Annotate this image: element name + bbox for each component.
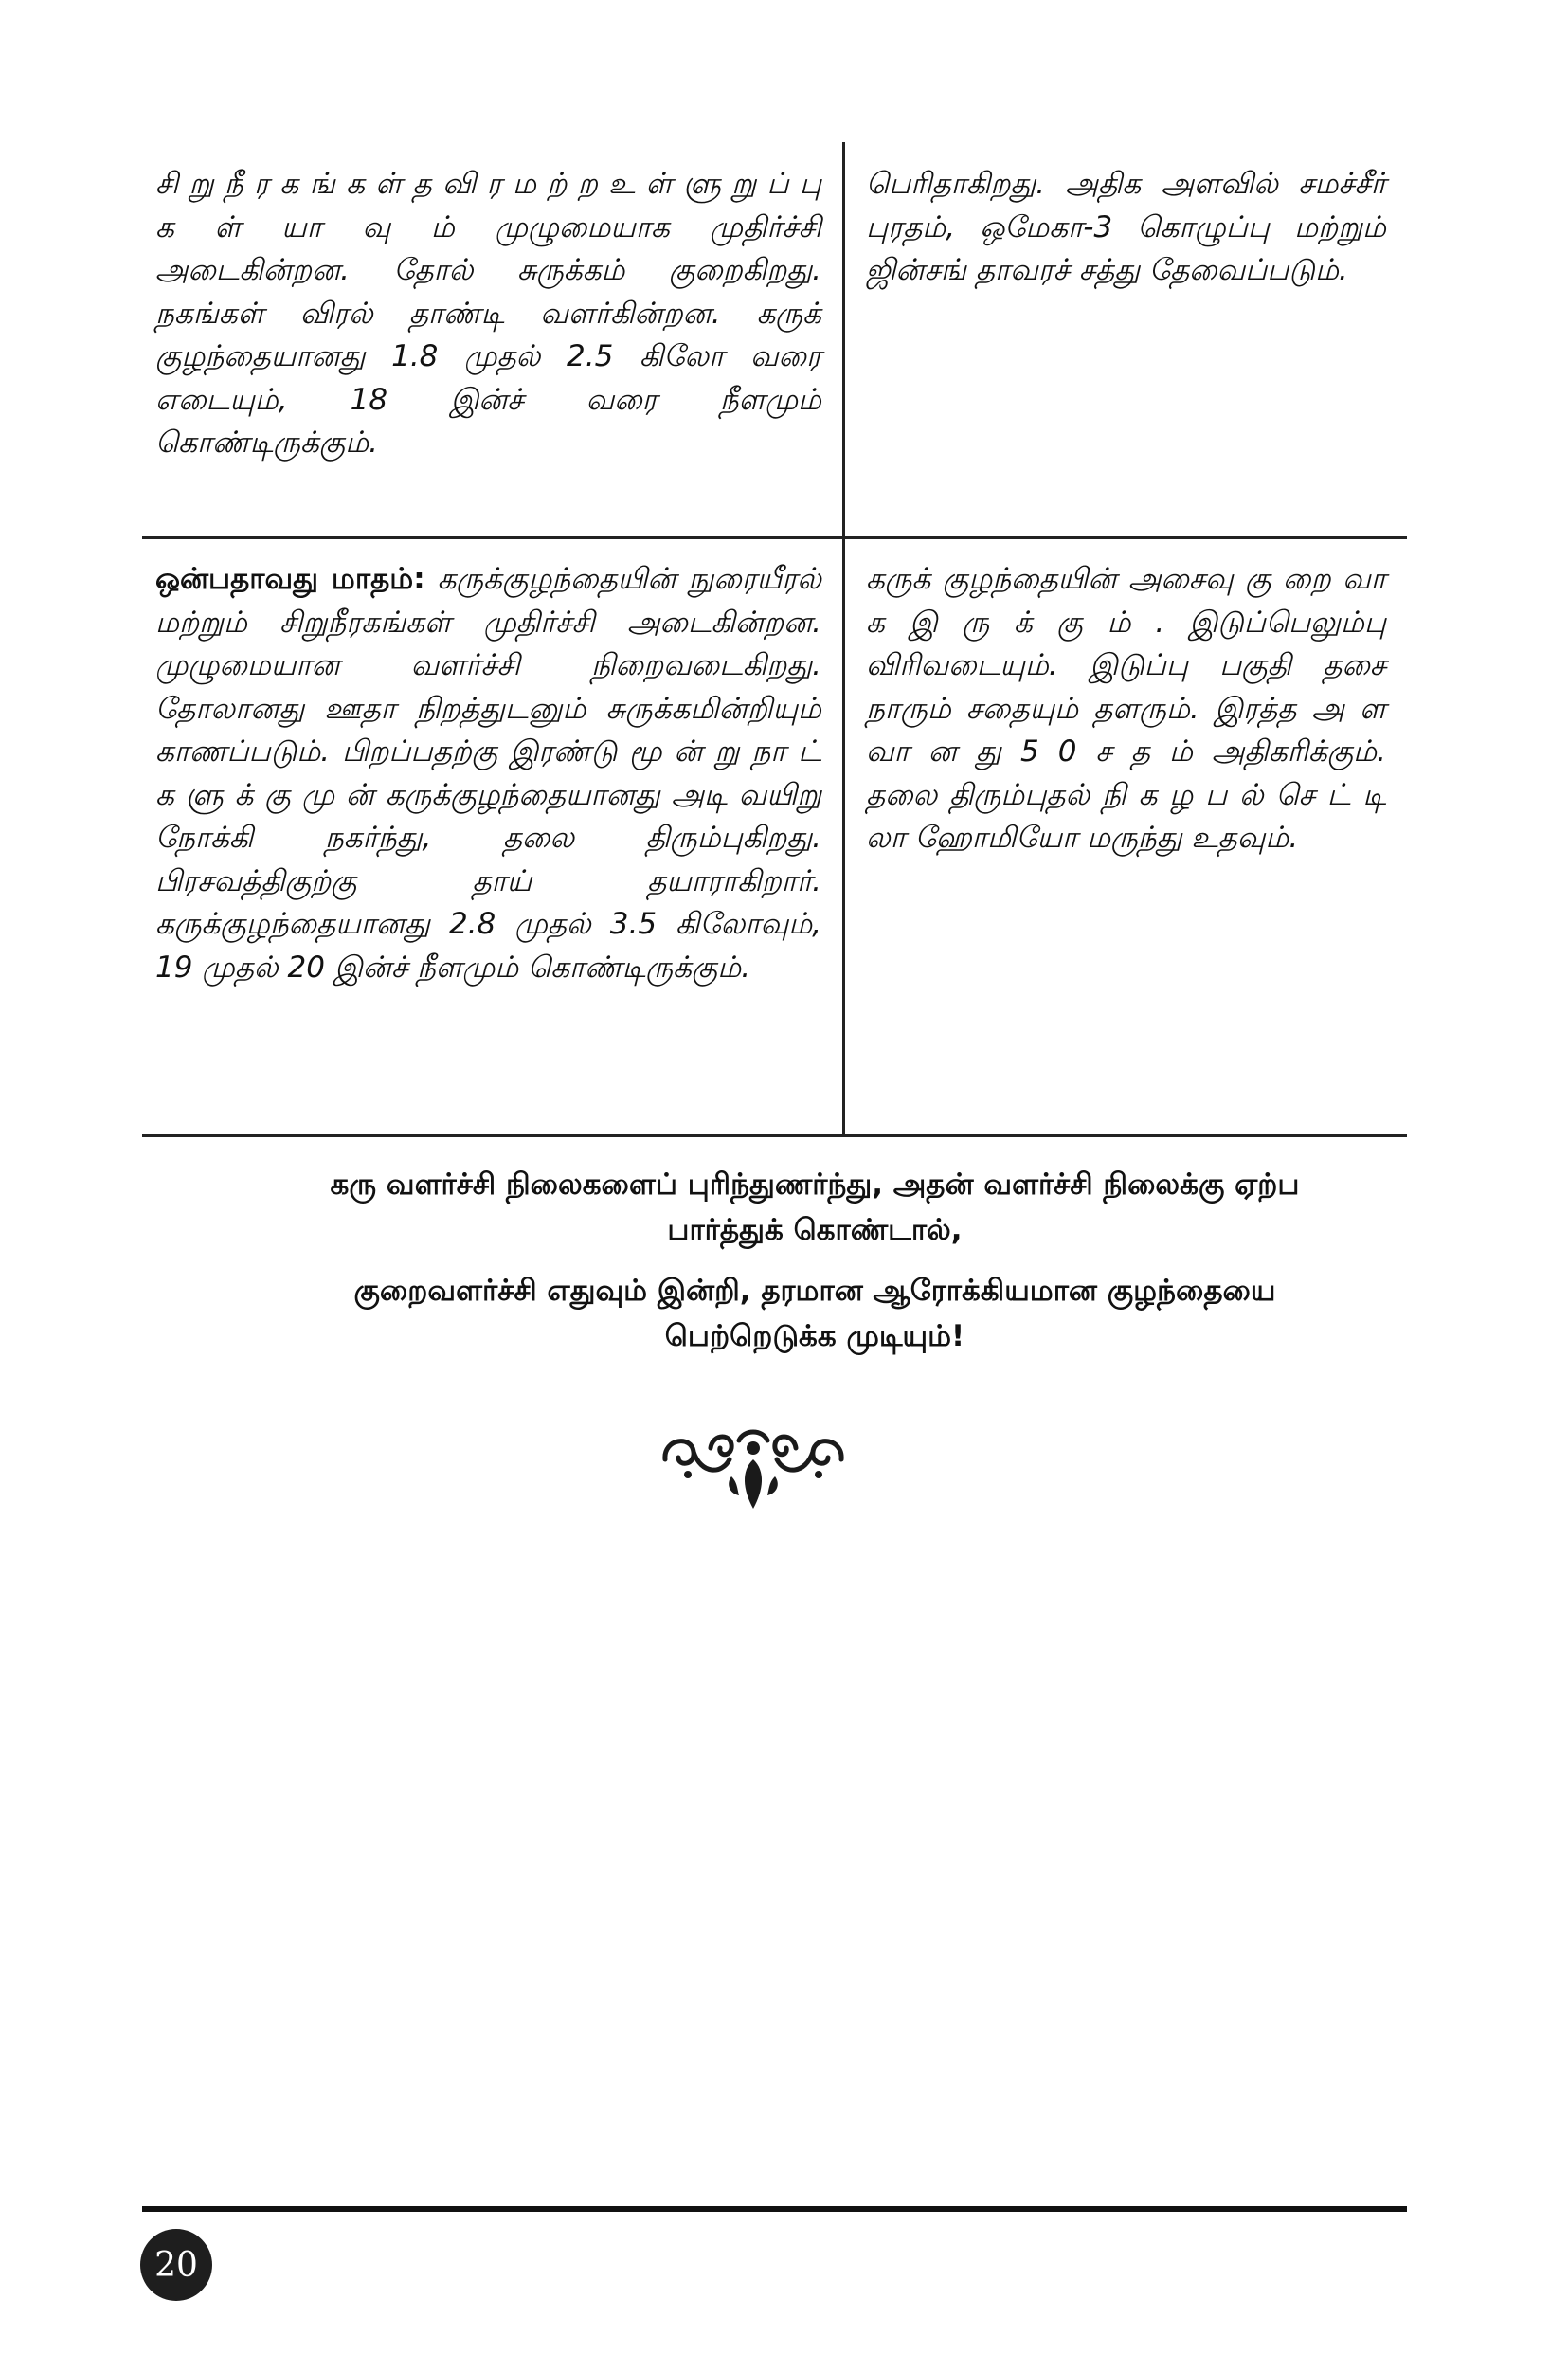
content-table	[142, 142, 1407, 1137]
cell-text: சி று நீ ர க ங் க ள் த வி ர ம ற் ற உ ள் ளு று ப் பு க ள் யா வு ம் முழுமையாக முதிர்ச்சி அடைகின்றன. தோல் சுருக்கம் குறைகிறது. நகங்கள் விரல் தாண்டி வளர்கின்றன. கருக் குழந்தையானது 1.8 முதல் 2.5 கிலோ வரை எடையும், 18 இன்ச் வரை நீளமும் கொண்டிருக்கும்.	[155, 167, 821, 460]
table-row	[142, 539, 1407, 1137]
cell-text: கருக்குழந்தையின் நுரையீரல் மற்றும் சிறுநீரகங்கள் முதிர்ச்சி அடைகின்றன. முழுமையான வளர்ச்சி நிறைவடைகிறது. தோலானது ஊதா நிறத்துடனும் சுருக்கமின்றியும் காணப்படும். பிறப்பதற்கு இரண்டு மூ ன் று நா ட் க ளு க் கு மு ன் கருக்குழந்தையானது அடி வயிறு நோக்கி நகர்ந்து, தலை திரும்புகிறது. பிரசவத்திகுற்கு தாய் தயாராகிறார். கருக்குழந்தையானது 2.8 முதல் 3.5 கிலோவும், 19 முதல் 20 இன்ச் நீளமும் கொண்டிருக்கும்.	[155, 562, 821, 985]
page-number: 20	[140, 2229, 212, 2301]
cell-lead: ஒன்பதாவது மாதம்:	[155, 562, 425, 596]
closing-line-2: குறைவளர்ச்சி எதுவும் இன்றி, தரமான ஆரோக்கியமான குழந்தையை பெற்றெடுக்க முடியும்!	[353, 1274, 1276, 1353]
table-cell-right	[845, 142, 1407, 536]
flourish-ornament-icon	[654, 1421, 853, 1512]
footer-rule	[142, 2206, 1407, 2212]
table-cell-right	[845, 539, 1407, 1134]
table-cell-left	[142, 142, 845, 536]
cell-text: கருக் குழந்தையின் அசைவு கு றை வா க இ ரு க் கு ம் . இடுப்பெலும்பு விரிவடையும். இடுப்பு பகுதி தசை நாரும் சதையும் தளரும். இரத்த அ ள வா ன து 5 0 ச த ம் அதிகரிக்கும். தலை திரும்புதல் நி க ழ ப ல் செ ட் டி லா ஹோமியோ மருந்து உதவும்.	[866, 562, 1386, 855]
closing-line-1: கரு வளர்ச்சி நிலைகளைப் புரிந்துணர்ந்து, அதன் வளர்ச்சி நிலைக்கு ஏற்ப பார்த்துக் கொண்டால்,	[330, 1168, 1300, 1247]
cell-text: பெரிதாகிறது. அதிக அளவில் சமச்சீர் புரதம், ஒமேகா-3 கொழுப்பு மற்றும் ஜின்சங் தாவரச் சத்து தேவைப்படும்.	[866, 167, 1386, 287]
table-row	[142, 142, 1407, 539]
table-cell-left	[142, 539, 845, 1134]
